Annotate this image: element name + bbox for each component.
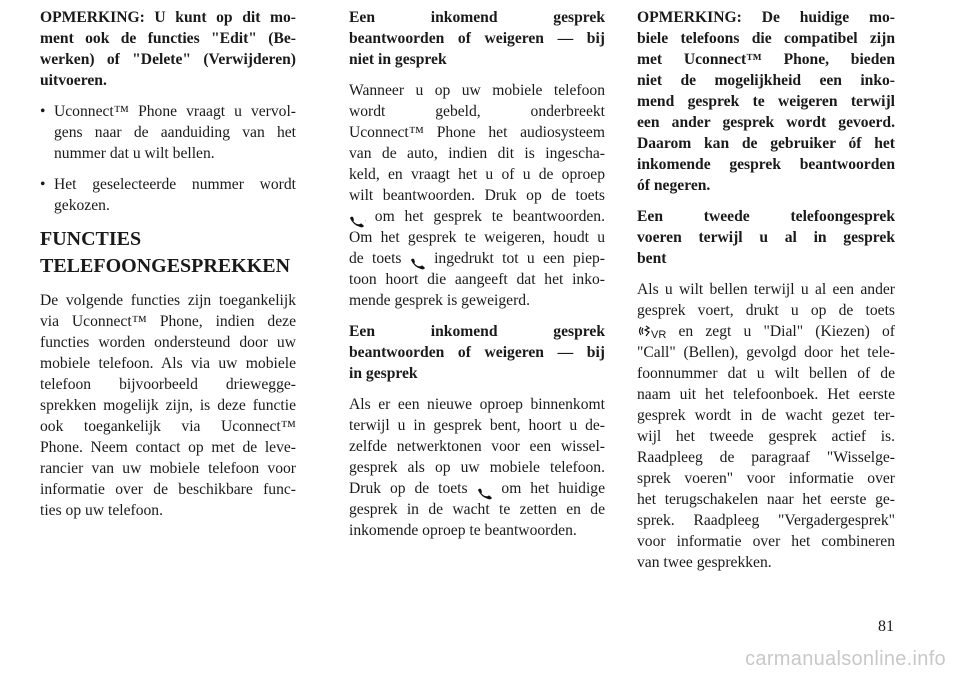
text-line: sprekken mogelijk zijn, is deze functie [40,397,296,414]
text-line: Phone. Neem contact op met de leve- [40,439,296,456]
text-line: ook toegankelijk via Uconnect™ [40,418,296,435]
text-line: wijl het tweede gesprek actief is. [637,428,895,445]
text-line: gesprek wordt in de wacht gezet ter- [637,407,895,424]
voice-recognition-button-icon: VR [637,323,666,346]
text-line: de toets {phone} ingedrukt tot u een piep- [349,248,605,269]
text-line: Om het gesprek te weigeren, houdt u [349,229,605,246]
text-line: Wanneer u op uw mobiele telefoon [349,82,605,99]
text-line: keld, en vraagt het u of u de oproep [349,166,605,183]
text-line: biele telefoons die compatibel zijn [637,30,895,47]
text-line: terwijl u in gesprek bent, hoort u de- [349,417,605,434]
text-line: sprek voeren" voor informatie over [637,470,895,487]
note-paragraph [40,7,296,91]
text-line: inkomende oproep te beantwoorden. [349,522,577,539]
text-line: toon hoort die aangeeft dat het inko- [349,271,605,288]
bullet-item [40,101,296,164]
text-line: gens naar de aanduiding van het [54,124,296,141]
text-line: foonnummer dat u wilt bellen of de [637,365,895,382]
text-line: ties op uw telefoon. [40,502,163,519]
text-line: Daarom kan de gebruiker óf het [637,135,895,152]
column-left [40,7,296,531]
section-heading [637,206,895,269]
phone-button-icon: {phone} [410,258,426,270]
text-line: een ander gesprek wordt gevoerd. [637,114,895,131]
paragraph [349,80,605,311]
text-line: gekozen. [54,197,110,214]
text-line: telefoon bijvoorbeeld driewegge- [40,376,296,393]
text-line: informatie over de beschikbare func- [40,481,296,498]
paragraph [637,279,895,573]
watermark: carmanualsonline.info [745,648,946,670]
text-line: TELEFOONGESPREKKEN [40,255,291,277]
text-line: Raadpleeg de paragraaf "Wisselge- [637,449,895,466]
text-line: gesprek in de wacht te zetten en de [349,501,605,518]
text-line: "Call" (Bellen), gevolgd door het tele- [637,344,895,361]
column-middle [349,7,605,551]
text-line: mende gesprek is geweigerd. [349,292,530,309]
text-line: in gesprek [349,365,418,382]
text-line: Uconnect™ Phone vraagt u vervol- [54,103,296,120]
text-line: naam uit het telefoonboek. Het eerste [637,386,895,403]
text-line: VR en zegt u "Dial" (Kiezen) of [637,321,895,342]
text-line: voeren terwijl u al in gesprek [637,229,895,246]
text-line: via Uconnect™ Phone, indien deze [40,313,296,330]
text-line: óf negeren. [637,177,711,194]
paragraph [349,394,605,541]
text-line: Als u wilt bellen terwijl u al een ander [637,281,895,298]
text-line: nummer dat u wilt bellen. [54,145,215,162]
text-line: uitvoeren. [40,72,107,89]
text-line: ment ook de functies "Edit" (Be- [40,30,296,47]
column-right [637,7,895,583]
text-line: niet de mogelijkheid een inko- [637,72,895,89]
text-line: rancier van uw mobiele telefoon voor [40,460,296,477]
text-line: Als er een nieuwe oproep binnenkomt [349,396,605,413]
text-line: mobiele telefoon. Als via uw mobiele [40,355,296,372]
text-line: werken) of "Delete" (Verwijderen) [40,51,296,68]
text-line: De volgende functies zijn toegankelijk [40,292,296,309]
page-number: 81 [878,618,894,635]
text-line: Het geselecteerde nummer wordt [54,176,296,193]
text-line: wilt beantwoorden. Druk op de toets [349,187,605,204]
phone-button-icon: {phone} [477,488,493,500]
text-line: beantwoorden of weigeren — bij [349,344,605,361]
text-line: Druk op de toets {phone} om het huidige [349,478,605,499]
text-line: functies worden ondersteund door uw [40,334,296,351]
text-line: OPMERKING: De huidige mo- [637,9,895,26]
text-line: OPMERKING: U kunt op dit mo- [40,9,296,26]
text-line: gesprek als op uw mobiele telefoon. [349,459,605,476]
text-line: FUNCTIES [40,228,142,250]
note-paragraph [637,7,895,196]
text-line: Een inkomend gesprek [349,9,605,26]
text-line: Een tweede telefoongesprek [637,208,895,225]
text-line: wordt gebeld, onderbreekt [349,103,605,120]
text-line: mend gesprek te weigeren terwijl [637,93,895,110]
paragraph [40,290,296,521]
phone-button-icon: {phone} [349,216,365,228]
bullet-icon: • [40,103,46,120]
text-line: {phone} om het gesprek te beantwoorden. [349,206,605,227]
text-line: van de auto, indien dit is ingescha- [349,145,605,162]
text-line: sprek. Raadpleeg "Vergadergesprek" [637,512,895,529]
text-line: beantwoorden of weigeren — bij [349,30,605,47]
text-line: voor informatie over het combineren [637,533,895,550]
section-heading [349,321,605,384]
text-line: het terugschakelen naar het eerste ge- [637,491,895,508]
text-line: Een inkomend gesprek [349,323,605,340]
text-line: gesprek voert, drukt u op de toets [637,302,895,319]
section-heading [349,7,605,70]
text-line: inkomende gesprek beantwoorden [637,156,895,173]
text-line: niet in gesprek [349,51,447,68]
bullet-icon: • [40,176,46,193]
section-heading [40,226,296,280]
text-line: bent [637,250,667,267]
text-line: zelfde netwerktonen voor een wissel- [349,438,605,455]
text-line: van twee gesprekken. [637,554,772,571]
text-line: met Uconnect™ Phone, bieden [637,51,895,68]
text-line: Uconnect™ Phone het audiosysteem [349,124,605,141]
bullet-item [40,174,296,216]
